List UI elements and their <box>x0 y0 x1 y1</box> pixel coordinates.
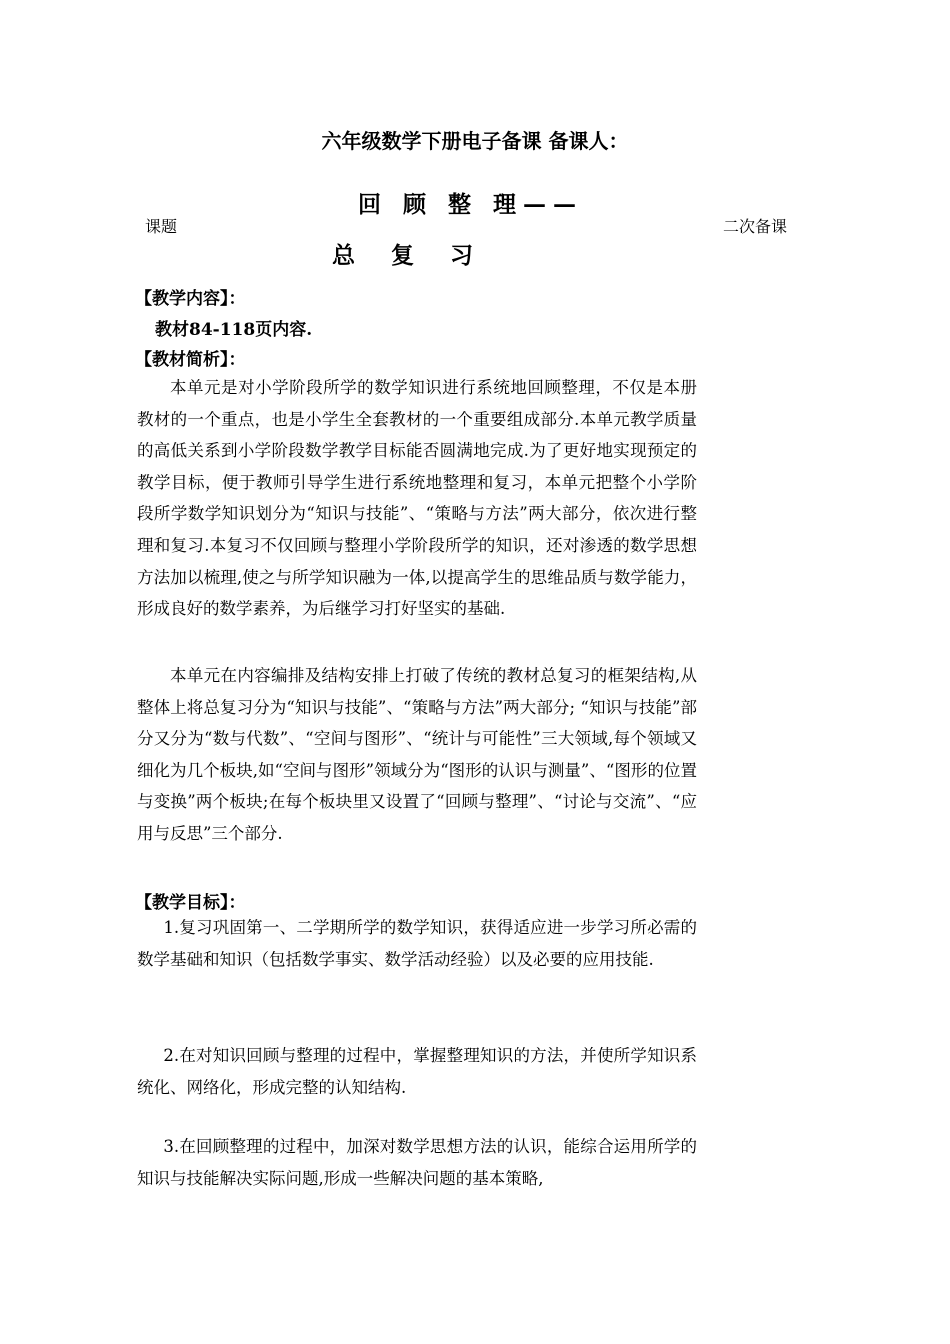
goal-item-1: 1.复习巩固第一、二学期所学的数学知识，获得适应进一步学习所必需的数学基础和知识（包括数学事实、数学活动经验）以及必要的应用技能. <box>137 918 697 969</box>
lesson-topic-line1: 回 顾 整 理—— <box>358 191 584 218</box>
analysis-heading: 【教材简析】： <box>135 350 246 370</box>
goals-heading: 【教学目标】： <box>135 893 246 913</box>
goal-item-3: 3.在回顾整理的过程中，加深对数学思想方法的认识，能综合运用所学的知识与技能解决实际问题,形成一些解决问题的基本策略, <box>137 1137 697 1188</box>
analysis-paragraph-1: 本单元是对小学阶段所学的数学知识进行系统地回顾整理，不仅是本册教材的一个重点，也是小学生全套教材的一个重要组成部分.本单元教学质量的高低关系到小学阶段数学教学目标能否圆满地完成.为了更好地实现预定的教学目标，便于教师引导学生进行系统地整理和复习，本单元把整个小学阶段所学数学知识划分为“知识与技能”、“策略与方法”两大部分，依次进行整理和复习.本复习不仅回顾与整理小学阶段所学的知识，还对渗透的数学思想方法加以梳理,使之与所学知识融为一体,以提高学生的思维品质与数学能力，形成良好的数学素养，为后继学习打好坚实的基础. <box>137 378 697 619</box>
goal-item-2: 2.在对知识回顾与整理的过程中，掌握整理知识的方法，并使所学知识系统化、网络化，形成完整的认知结构. <box>137 1046 697 1097</box>
analysis-paragraph-2: 本单元在内容编排及结构安排上打破了传统的教材总复习的框架结构,从整体上将总复习分为“知识与技能”、“策略与方法”两大部分; “知识与技能”部分又分为“数与代数”、“空间与图形”、“统计与可能性”三大领域,每个领域又细化为几个板块,如“空间与图形”领域分为“图形的认识与测量”、“图形的位置与变换”两个板块;在每个板块里又设置了“回顾与整理”、“讨论与交流”、“应用与反思”三个部分. <box>137 666 697 843</box>
document-title: 六年级数学下册电子备课 备课人： <box>321 129 629 153</box>
content-text: 教材84-118页内容. <box>155 320 313 340</box>
topic-label: 课题 <box>145 217 178 236</box>
content-heading: 【教学内容】： <box>135 289 246 309</box>
lesson-topic-line2: 总 复 习 <box>332 242 488 269</box>
second-prep-label: 二次备课 <box>723 217 788 236</box>
